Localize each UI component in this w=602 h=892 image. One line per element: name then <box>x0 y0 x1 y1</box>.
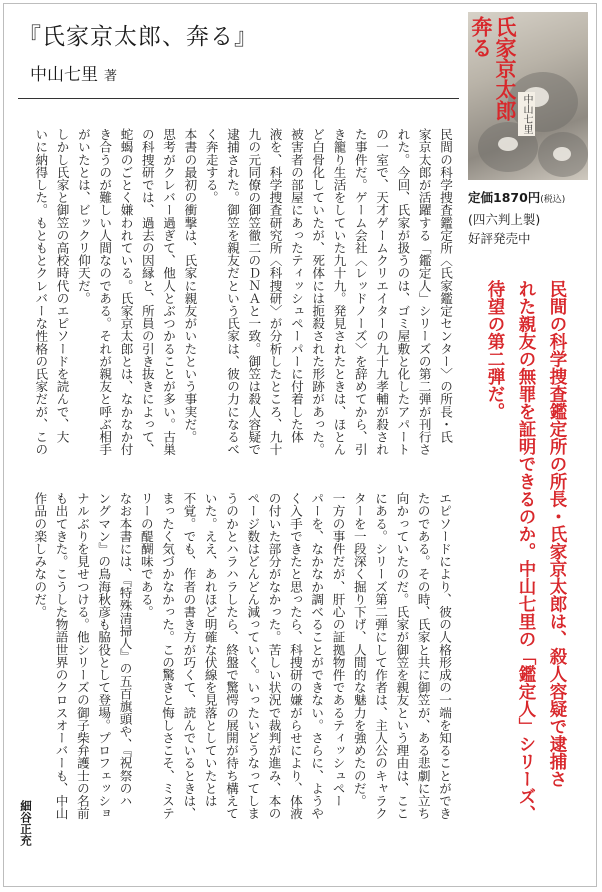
upper-columns-line: 民間の科学捜査鑑定所〈氏家鑑定センター〉の所長・氏 <box>438 128 453 443</box>
lower-columns-line: パーを、なかなか調べることができない。さらに、ようや <box>309 492 325 820</box>
upper-columns-line: しかし氏家と御笠の高校時代のエピソードを読んで、大 <box>54 128 70 443</box>
lower-columns-line: の付いた部分がなかった。苦しい状況で裁判が進み、本の <box>266 492 282 820</box>
lower-columns-line: にある。シリーズ第二弾にして作者は、主人公のキャラク <box>373 492 389 820</box>
lower-columns-line: なお本書には、『特殊清掃人』の五百旗頭や、『祝祭のハ <box>117 492 133 807</box>
upper-columns-line: れた。今回、氏家が扱うのは、ゴミ屋敷と化したアパート <box>395 128 411 456</box>
author-line <box>30 60 117 85</box>
cover-title-1: 氏家京太郎 <box>493 16 517 121</box>
lower-columns-line: ターを一段深く掘り下げ、人間的な魅力を強めたのだ。 <box>351 492 367 807</box>
upper-columns-line: 家京太郎が活躍する「鑑定人」シリーズの第二弾が刊行さ <box>416 128 432 456</box>
upper-columns-line: き籠り生活をしていた九十九。発見されたときは、ほとん <box>331 128 347 456</box>
header-rule <box>18 98 459 99</box>
upper-columns-line: 液を、科学捜査研究所〈科捜研〉が分析したところ、九十 <box>267 128 283 456</box>
sales-status: 好評発売中 <box>468 231 531 246</box>
upper-columns-line: 蛇蝎のごとく嫌われている。氏家京太郎とは、なかなか付 <box>118 128 134 456</box>
author-name: 中山七里 <box>30 65 98 85</box>
lower-columns-line: ナルぶりを見せつける。他シリーズの御子柴弁護士の名前 <box>74 492 90 820</box>
lower-columns-line: 一方の事件だが、肝心の証拠物件であるティッシュペー <box>330 492 346 807</box>
upper-columns-line: 思考がクレバー過ぎて、他人とぶつかることが多い。古巣 <box>161 128 177 456</box>
upper-columns-line: の一室で、天才ゲームクリエイターの九十九孝輔が殺され <box>374 128 390 456</box>
lower-columns-line: 作品の楽しみなのだ。 <box>32 492 48 618</box>
upper-columns-line: 逮捕された。御笠を親友だという氏家は、彼の力になるべ <box>225 128 240 456</box>
blurb-line-3: 待望の第二弾だ。 <box>485 280 505 420</box>
lower-columns-line: 不覚。でも、作者の書き方が巧くて、読んでいるときは、 <box>181 492 197 820</box>
lower-columns-line: たのである。その時、氏家と共に御笠が、ある悲劇に立ち <box>415 492 431 820</box>
upper-columns-line: く奔走する。 <box>203 128 219 204</box>
lower-columns-line: うのかとハラハラしたら、終盤で驚愕の展開が待ち構えて <box>224 492 239 820</box>
book-title: 『氏家京太郎、奔る』 <box>18 24 258 50</box>
blurb-line-1: 民間の科学捜査鑑定所の所長・氏家京太郎は、殺人容疑で逮捕さ <box>547 280 567 788</box>
lower-columns-line: まったく気づかなかった。この驚きと悔しさこそ、ミステ <box>160 492 176 820</box>
upper-columns-line: ど白骨化していたが、死体には扼殺された形跡があった。 <box>310 128 326 456</box>
lower-columns-line: も出てきた。こうした物語世界のクロスオーバーも、中山 <box>53 492 69 820</box>
lower-columns-line: ページ数はどんどん減っていく。いったいどうなってしま <box>245 492 261 820</box>
price-info <box>468 188 565 248</box>
price: 定価1870円 <box>468 190 541 205</box>
book-cover-image <box>468 12 588 180</box>
cover-title-2: 奔る <box>469 16 493 58</box>
upper-columns-line: 九の元同僚の御笠徹二のＤＮＡと一致。御笠は殺人容疑で <box>246 128 262 456</box>
upper-columns-line: がいたとは、ビックリ仰天だ。 <box>75 128 91 305</box>
blurb-line-2: れた親友の無罪を証明できるのか。中山七里の「鑑定人」シリーズ、 <box>516 280 536 823</box>
reviewer-credit: 細谷正充 <box>19 800 33 846</box>
lower-columns-line: いた。ええ、あれほど明確な伏線を見落としていたとは <box>202 492 218 807</box>
lower-columns-line: く入手できたと思ったら、科捜研の嫌がらせにより、体液 <box>287 492 303 820</box>
tax-note: (税込) <box>540 195 566 205</box>
upper-columns-line: 被害者の部屋にあったティッシュペーパーに付着した体 <box>288 128 304 443</box>
upper-columns-line: た事件だ。ゲーム会社〈レッドノーズ〉を辞めてから、引 <box>352 128 368 456</box>
upper-columns-line: の科捜研では、過去の因縁と、所員の引き抜きによって、 <box>139 128 155 456</box>
book-format: (四六判上製) <box>468 212 541 227</box>
lower-columns-line: 向かっていたのだ。氏家が御笠を親友という理由は、ここ <box>394 492 410 820</box>
lower-columns-line: エピソードにより、彼の人格形成の一端を知ることができ <box>437 492 452 820</box>
cover-author: 中山七里 <box>518 92 535 136</box>
lower-columns-line: リーの醍醐味である。 <box>138 492 154 618</box>
upper-columns-line: いに納得した。もともとクレバーな性格の氏家だが、この <box>33 128 49 456</box>
upper-columns-line: 本書の最初の衝撃は、氏家に親友がいたという事実だ。 <box>182 128 198 443</box>
author-suffix: 著 <box>104 69 118 84</box>
lower-columns-line: ングマン』の鳥海秋彦も脇役として登場。プロフェッショ <box>96 492 112 820</box>
upper-columns-line: き合うのが難しい人間なのである。それが親友と呼ぶ相手 <box>97 128 113 456</box>
